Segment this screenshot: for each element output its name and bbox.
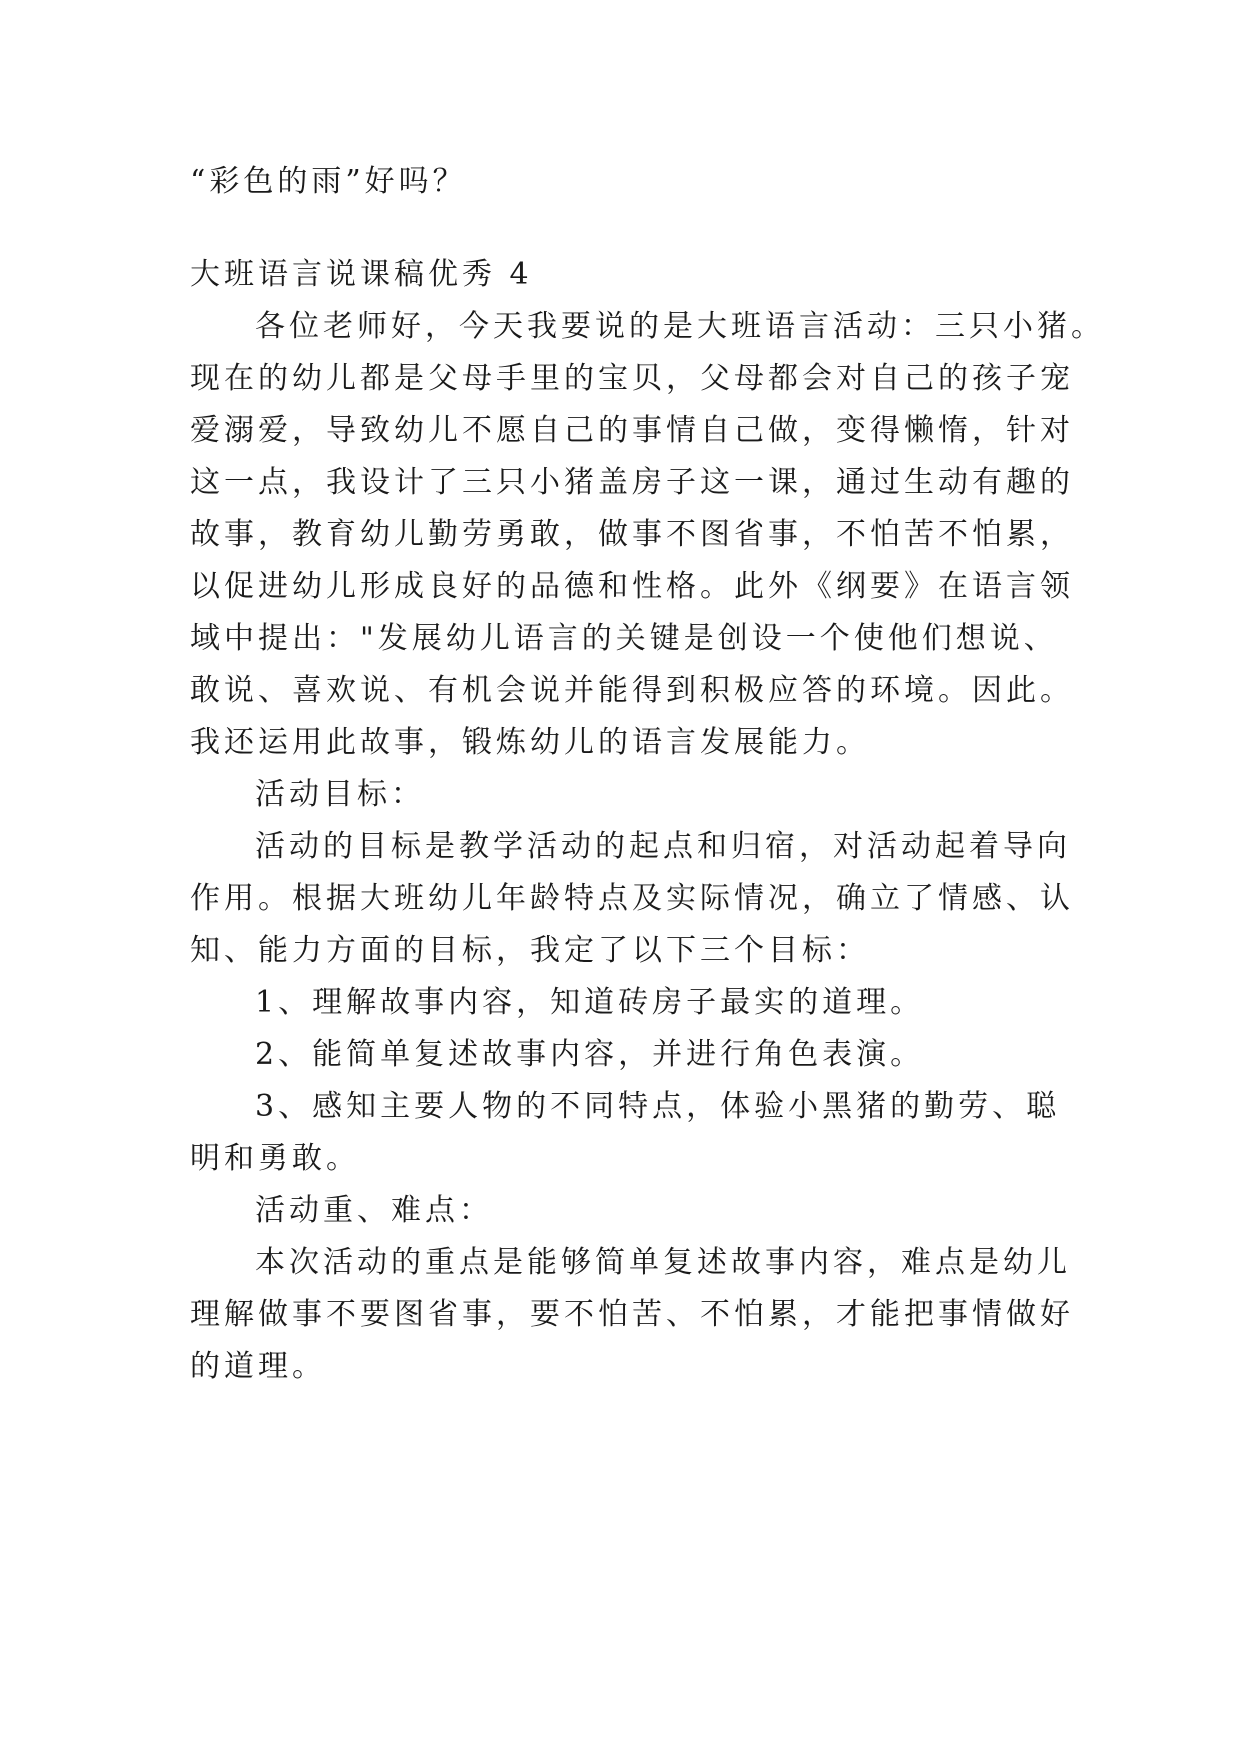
paragraph-line: 的道理。 [190,1349,326,1384]
paragraph-line: 以促进幼儿形成良好的品德和性格。此外《纲要》在语言领 [190,569,1074,604]
paragraph-line: 域中提出："发展幼儿语言的关键是创设一个使他们想说、 [190,621,1058,656]
paragraph-line: 作用。根据大班幼儿年龄特点及实际情况，确立了情感、认 [190,881,1074,916]
paragraph-line: 故事，教育幼儿勤劳勇敢，做事不图省事，不怕苦不怕累， [190,517,1074,552]
paragraph-line: 现在的幼儿都是父母手里的宝贝，父母都会对自己的孩子宠 [190,361,1074,396]
list-item: 3、感知主要人物的不同特点，体验小黑猪的勤劳、聪 [255,1089,1061,1124]
paragraph-line: 我还运用此故事，锻炼幼儿的语言发展能力。 [190,725,870,760]
paragraph-line: 爱溺爱，导致幼儿不愿自己的事情自己做，变得懒惰，针对 [190,413,1074,448]
list-item: 1、理解故事内容，知道砖房子最实的道理。 [255,985,925,1020]
paragraph-line: 理解做事不要图省事，要不怕苦、不怕累，才能把事情做好 [190,1297,1074,1332]
subheading-key-points: 活动重、难点： [255,1193,493,1228]
list-item-continuation: 明和勇敢。 [190,1141,360,1176]
previous-section-tail: “彩色的雨”好吗？ [190,164,467,199]
paragraph-line: 活动的目标是教学活动的起点和归宿，对活动起着导向 [255,829,1071,864]
paragraph-line: 本次活动的重点是能够简单复述故事内容，难点是幼儿 [255,1245,1071,1280]
paragraph-line: 各位老师好，今天我要说的是大班语言活动：三只小猪。 [255,309,1105,344]
paragraph-line: 敢说、喜欢说、有机会说并能得到积极应答的环境。因此。 [190,673,1074,708]
subheading-goals: 活动目标： [255,777,425,812]
paragraph-line: 这一点，我设计了三只小猪盖房子这一课，通过生动有趣的 [190,465,1074,500]
paragraph-line: 知、能力方面的目标，我定了以下三个目标： [190,933,870,968]
list-item: 2、能简单复述故事内容，并进行角色表演。 [255,1037,925,1072]
section-title: 大班语言说课稿优秀 4 [190,257,533,292]
